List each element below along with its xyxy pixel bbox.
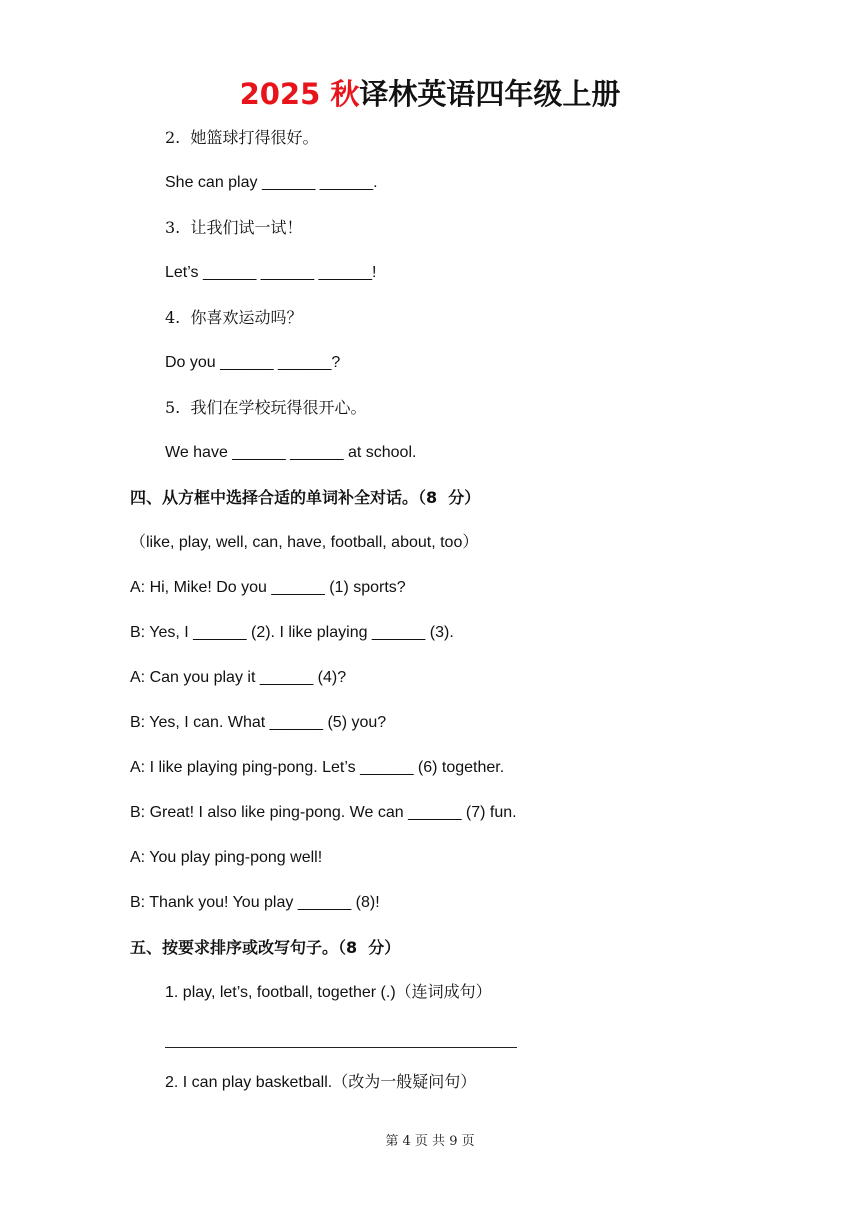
q2-english: She can play ______ ______. <box>165 174 378 191</box>
title-year: 2025 秋 <box>239 77 360 111</box>
dialogue-line: B: Great! I also like ping-pong. We can ______ (7) fun. <box>130 804 517 821</box>
s5-q1: 1. play, let’s, football, together (.)（连词成句） <box>165 984 492 1001</box>
title-text: 译林英语四年级上册 <box>359 77 621 111</box>
q5-chinese: 5. 我们在学校玩得很开心。 <box>165 398 367 417</box>
dialogue-line: B: Thank you! You play ______ (8)! <box>130 894 380 911</box>
dialogue-line: B: Yes, I can. What ______ (5) you? <box>130 714 387 731</box>
q3-chinese: 3. 让我们试一试！ <box>165 218 303 237</box>
section5-heading: 五、按要求排序或改写句子。（8 分） <box>130 938 401 957</box>
dialogue-line: B: Yes, I ______ (2). I like playing ______ (3). <box>130 624 454 641</box>
q4-english: Do you ______ ______? <box>165 354 341 371</box>
word-box: （like, play, well, can, have, football, about, too） <box>130 534 479 551</box>
dialogue-line: A: I like playing ping-pong. Let’s ______ (6) together. <box>130 759 505 776</box>
s5-q2: 2. I can play basketball.（改为一般疑问句） <box>165 1074 477 1091</box>
dialogue-line: A: You play ping-pong well! <box>130 849 323 866</box>
dialogue-line: A: Hi, Mike! Do you ______ (1) sports? <box>130 579 406 596</box>
page-title <box>0 72 860 113</box>
q2-chinese: 2. 她篮球打得很好。 <box>165 128 319 147</box>
page-footer: 第 4 页 共 9 页 <box>385 1134 475 1149</box>
section4-heading: 四、从方框中选择合适的单词补全对话。（8 分） <box>130 488 481 507</box>
q3-english: Let’s ______ ______ ______! <box>165 264 377 281</box>
dialogue-line: A: Can you play it ______ (4)? <box>130 669 347 686</box>
q4-chinese: 4. 你喜欢运动吗？ <box>165 308 303 327</box>
answer-blank-line <box>165 1047 517 1048</box>
q5-english: We have ______ ______ at school. <box>165 444 417 461</box>
